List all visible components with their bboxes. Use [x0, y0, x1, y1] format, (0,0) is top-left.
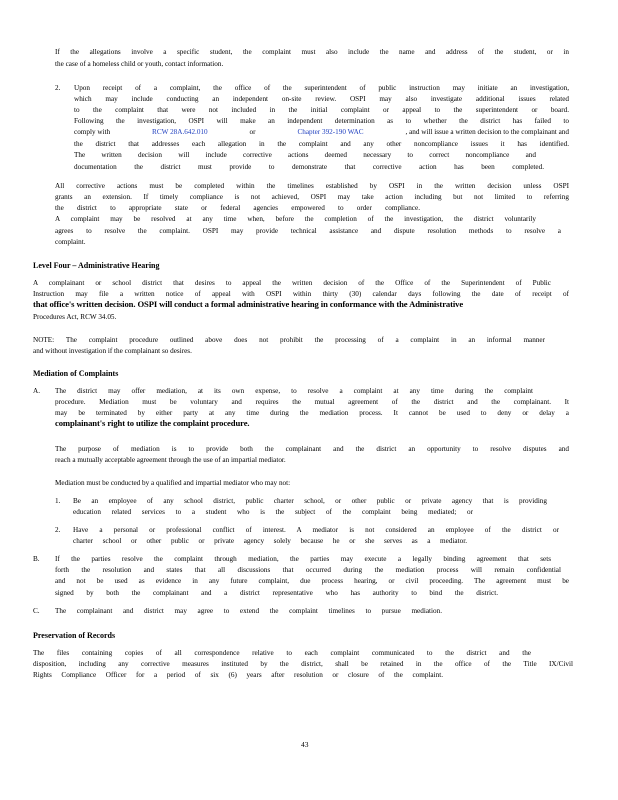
- item-2-marker: 2.: [55, 84, 61, 92]
- level-four-heading: Level Four – Administrative Hearing: [33, 261, 160, 270]
- mediation-b-line-3: and not be used as evidence in any future complaint, due process hearing, or civil proceeding. The agreement must be: [55, 577, 569, 585]
- item-2-line-5-a: comply with: [74, 128, 111, 136]
- level-four-line-2: Instruction may file a written notice of appeal with OSPI within thirty (30) calendar days following the date of receipt of: [33, 290, 569, 298]
- level-four-line-1: A complainant or school district that desires to appeal the written decision of the Office of the Superintendent of Public: [33, 279, 551, 287]
- corrective-line-6: complaint.: [55, 238, 86, 246]
- mediator-qualification-line: Mediation must be conducted by a qualified and impartial mediator who may not:: [55, 479, 291, 487]
- mediation-a-marker: A.: [33, 387, 40, 395]
- item-2-line-2: which may include conducting an independent on-site review. OSPI may also investigate additional issues related: [74, 95, 569, 103]
- mediation-a-line-2: procedure. Mediation must be voluntary and requires the mutual agreement of the district and the complainant. It: [55, 398, 569, 406]
- preservation-line-3: Rights Compliance Officer for a period of six (6) years after resolution or closure of the complaint.: [33, 671, 443, 679]
- wac-chapter-link[interactable]: Chapter 392-190 WAC: [297, 128, 364, 136]
- mediation-b-line-4: signed by both the complainant and a district representative who has authority to bind the district.: [55, 589, 498, 597]
- mediation-b-line-1: If the parties resolve the complaint through mediation, the parties may execute a legally binding agreement that sets: [55, 555, 551, 563]
- mediation-purpose-line-1: The purpose of mediation is to provide both the complainant and the district an opportunity to resolve disputes and: [55, 445, 569, 453]
- preservation-line-1: The files containing copies of all correspondence relative to each complaint communicated to the district and the: [33, 649, 531, 657]
- mediation-c-line-1: The complainant and district may agree to extend the complaint timelines to pursue mediation.: [55, 607, 442, 615]
- mediation-c-marker: C.: [33, 607, 40, 615]
- corrective-line-3: the district to appropriate state or federal agencies empowered to order compliance.: [55, 204, 420, 212]
- mediator-item-2-line-1: Have a personal or professional conflict of interest. A mediator is not considered an employee of the district or: [73, 526, 559, 534]
- mediator-item-1-line-1: Be an employee of any school district, public charter school, or other public or private agency that is providing: [73, 497, 547, 505]
- corrective-line-1: All corrective actions must be completed within the timelines established by OSPI in the written decision unless OSPI: [55, 182, 569, 190]
- mediation-purpose-line-2: reach a mutually acceptable agreement through the use of an impartial mediator.: [55, 456, 286, 464]
- mediation-a-line-4: complainant's right to utilize the complaint procedure.: [55, 418, 250, 428]
- mediation-a-line-1: The district may offer mediation, at its own expense, to resolve a complaint at any time during the complaint: [55, 387, 533, 395]
- preservation-line-2: disposition, including any corrective measures instituted by the district, shall be retained in the office of the Title IX/Civil: [33, 660, 573, 668]
- preservation-heading: Preservation of Records: [33, 631, 116, 640]
- mediation-heading: Mediation of Complaints: [33, 369, 119, 378]
- corrective-line-5: agrees to resolve the complaint. OSPI may provide technical assistance and dispute resolution methods to resolve a: [55, 227, 561, 235]
- mediation-b-marker: B.: [33, 555, 40, 563]
- note-line-2: and without investigation if the complainant so desires.: [33, 347, 192, 355]
- page-number: 43: [301, 740, 309, 749]
- mediator-item-1-marker: 1.: [55, 497, 61, 505]
- mediator-item-2-line-2: charter school or other public or private agency solely because he or she serves as a mediator.: [73, 537, 467, 545]
- item-2-line-8: documentation the district must provide to demonstrate that corrective action has been completed.: [74, 163, 544, 171]
- item-2-line-1: Upon receipt of a complaint, the office of the superintendent of public instruction may initiate an investigation,: [74, 84, 569, 92]
- item-2-line-3: to the complaint that were not included in the initial complaint or appeal to the superintendent or board.: [74, 106, 569, 114]
- item-2-line-5-c: , and will issue a written decision to the complainant and: [405, 128, 569, 136]
- item-2-line-4: Following the investigation, OSPI will make an independent determination as to whether the district has failed to: [74, 117, 569, 125]
- mediator-item-2-marker: 2.: [55, 526, 61, 534]
- allegations-line-1: If the allegations involve a specific student, the complaint must also include the name and address of the student, or in: [55, 48, 569, 56]
- corrective-line-4: A complaint may be resolved at any time when, before the completion of the investigation, the district voluntarily: [55, 215, 536, 223]
- mediator-item-1-line-2: education related services to a student who is the subject of the complaint being mediated; or: [73, 508, 473, 516]
- level-four-line-4: Procedures Act, RCW 34.05.: [33, 313, 117, 321]
- note-line-1: NOTE: The complaint procedure outlined above does not prohibit the processing of a complaint in an informal manner: [33, 336, 545, 344]
- mediation-b-line-2: forth the resolution and states that all discussions that occurred during the mediation process will remain confidential: [55, 566, 561, 574]
- item-2-line-6: the district that addresses each allegation in the complaint and any other noncompliance issues it has identified.: [74, 140, 569, 148]
- item-2-line-7: The written decision will include corrective actions deemed necessary to correct noncompliance and: [74, 151, 536, 159]
- rcw-link[interactable]: RCW 28A.642.010: [152, 128, 208, 136]
- level-four-line-3: that office's written decision. OSPI will conduct a formal administrative hearing in conformance with the Administrative: [33, 299, 464, 309]
- allegations-line-2: the case of a homeless child or youth, contact information.: [55, 60, 224, 68]
- item-2-line-5-b: or: [249, 128, 256, 136]
- mediation-a-line-3: may be terminated by either party at any time during the mediation process. It cannot be used to deny or delay a: [55, 409, 569, 417]
- item-2-line-5: [74, 128, 569, 137]
- corrective-line-2: grants an extension. If timely compliance is not achieved, OSPI may take action including but not limited to referring: [55, 193, 569, 201]
